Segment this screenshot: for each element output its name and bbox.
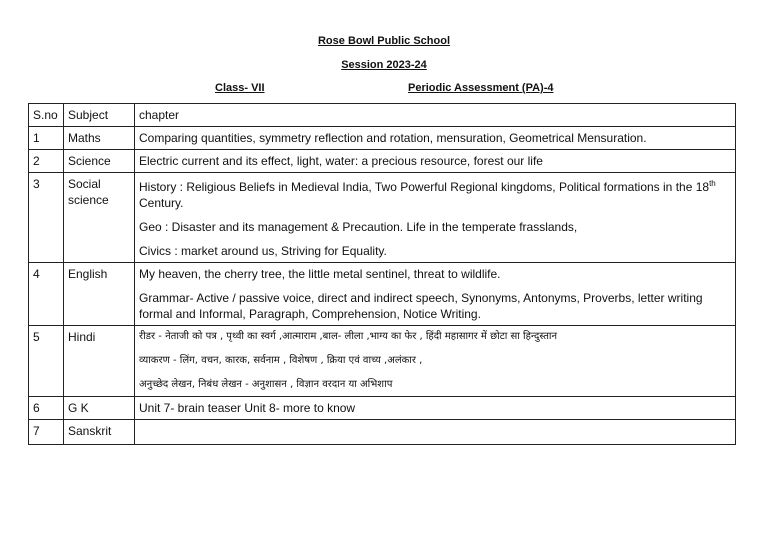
chapter-text: Grammar- Active / passive voice, direct and indirect speech, Synonyms, Antonyms, Proverbs, letter writing formal and Informal, Paragraph, Comprehension, Notice Writing. [139,291,703,321]
row-subject: Maths [64,127,135,150]
table-row [29,173,736,263]
ordinal-suffix: th [709,179,716,188]
row-sno: 4 [29,263,64,326]
table-row [29,420,736,445]
row-subject: Social science [64,173,135,263]
row-sno: 7 [29,420,64,445]
row-chapter [135,263,736,326]
school-name: Rose Bowl Public School [317,35,451,47]
table-row [29,150,736,173]
row-subject: Science [64,150,135,173]
chapter-text: अनुच्छेद लेखन, निबंध लेखन - अनुशासन , विज्ञान वरदान या अभिशाप [139,379,393,390]
row-subject: Hindi [64,326,135,397]
table-header-row [29,104,736,127]
column-header-subject: Subject [64,104,135,127]
table-row [29,326,736,397]
table-row [29,263,736,326]
row-chapter [135,326,736,397]
row-chapter [135,420,736,445]
row-sno: 3 [29,173,64,263]
chapter-text: रीडर - नेताजी को पत्र , पृथ्वी का स्वर्ग ,आत्माराम ,बाल- लीला ,भाग्य का फेर , हिंदी महासागर में छोटा सा हिन्दुस्तान [139,331,558,342]
row-sno: 2 [29,150,64,173]
row-sno: 1 [29,127,64,150]
chapter-text: Unit 7- brain teaser Unit 8- more to know [139,401,356,415]
column-header-chapter: chapter [135,104,736,127]
session-title: Session 2023-24 [341,59,427,71]
row-subject: G K [64,397,135,420]
chapter-text: व्याकरण - लिंग, वचन, कारक, सर्वनाम , विशेषण , क्रिया एवं वाच्य ,अलंकार , [139,355,423,366]
row-chapter [135,127,736,150]
chapter-text: My heaven, the cherry tree, the little metal sentinel, threat to wildlife. [139,267,501,281]
chapter-text: Comparing quantities, symmetry reflection and rotation, mensuration, Geometrical Mensuration. [139,131,647,145]
column-header-sno: S.no [29,104,64,127]
row-sno: 6 [29,397,64,420]
assessment-label: Periodic Assessment (PA)-4 [408,82,554,94]
chapter-text: Geo : Disaster and its management & Precaution. Life in the temperate frasslands, [139,220,578,234]
row-chapter [135,150,736,173]
syllabus-table [28,103,736,445]
class-label: Class- VII [215,82,265,94]
row-chapter [135,173,736,263]
table-row [29,397,736,420]
chapter-text: Electric current and its effect, light, water: a precious resource, forest our life [139,154,543,168]
row-subject: Sanskrit [64,420,135,445]
chapter-text: History : Religious Beliefs in Medieval India, Two Powerful Regional kingdoms, Political formations in the 18th Century. [139,179,716,210]
row-sno: 5 [29,326,64,397]
row-subject: English [64,263,135,326]
table-row [29,127,736,150]
chapter-text: Civics : market around us, Striving for Equality. [139,244,387,258]
row-chapter [135,397,736,420]
